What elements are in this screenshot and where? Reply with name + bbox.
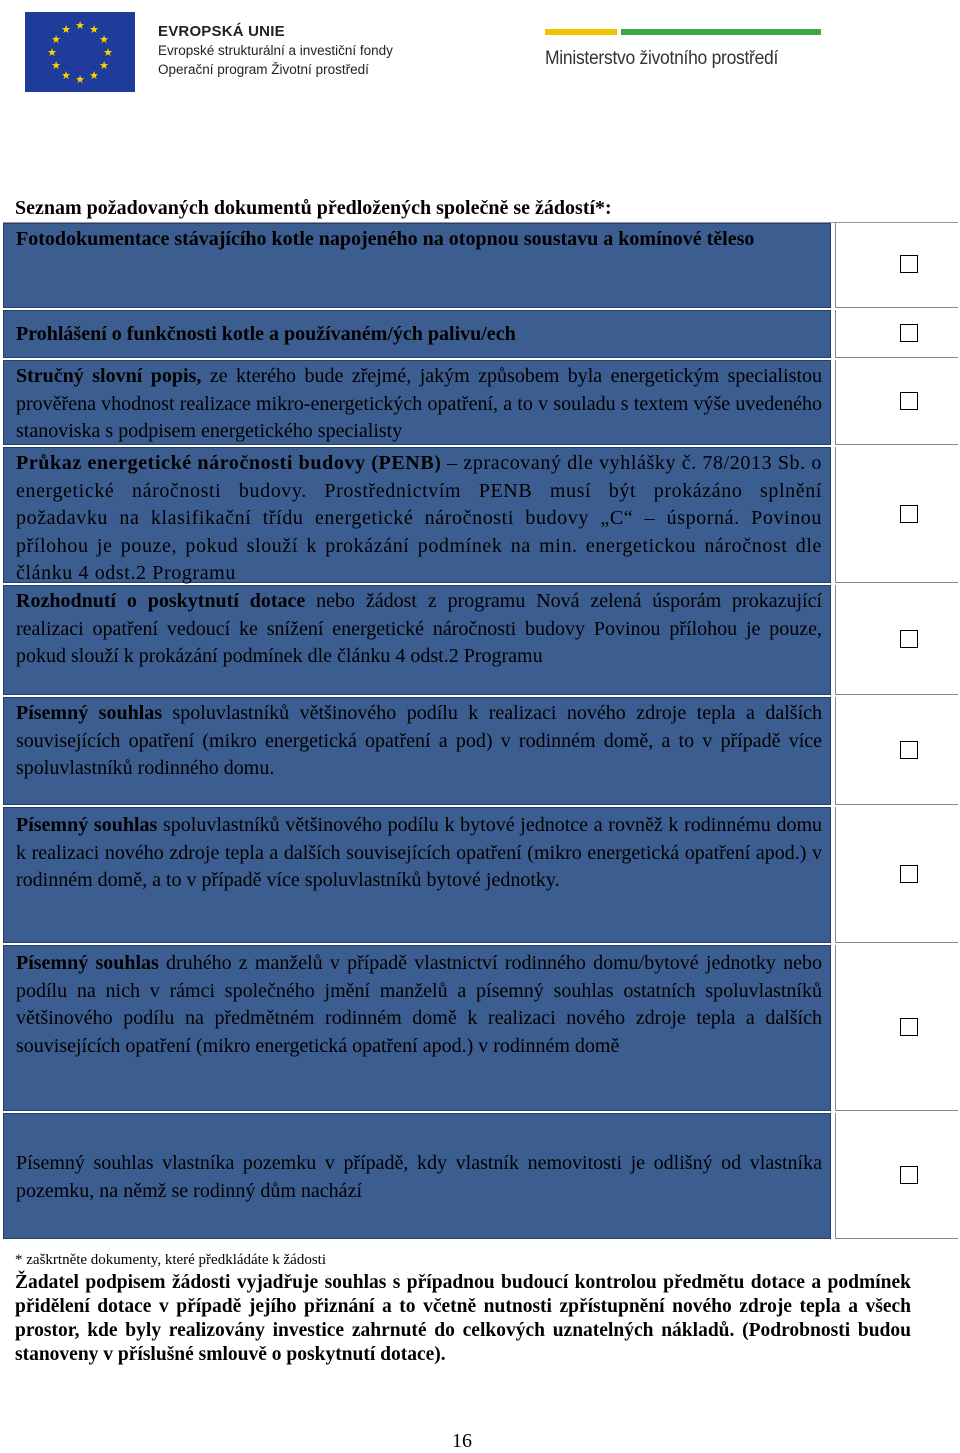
page-number: 16 xyxy=(452,1430,472,1452)
document-description xyxy=(3,310,831,358)
document-checkbox[interactable] xyxy=(900,1018,918,1036)
document-checkbox[interactable] xyxy=(900,505,918,523)
checkbox-cell xyxy=(835,310,958,358)
document-lead: Rozhodnutí o poskytnutí dotace xyxy=(16,590,306,612)
checkbox-cell xyxy=(835,447,958,583)
document-checkbox[interactable] xyxy=(900,630,918,648)
svg-text:★: ★ xyxy=(89,23,99,36)
document-rest: ze kterého bude zřejmé, jakým způsobem byla energetickým specialistou prověřena vhodnost realizace mikro-energetických opatření, a to v souladu s textem výše uvedeného stanoviska s podpisem energetického specialisty xyxy=(16,365,822,442)
document-checkbox[interactable] xyxy=(900,865,918,883)
eu-program-text xyxy=(158,22,393,79)
document-rest: spoluvlastníků většinového podílu k bytové jednotce a rovněž k rodinnému domu k realizaci nového zdroje tepla a dalších souvisejících opatření (mikro energetická opatření apod.) v rodinném domě, a to v případě více spoluvlastníků bytové jednotky. xyxy=(16,814,822,891)
eu-program-line: Operační program Životní prostředí xyxy=(158,62,369,77)
document-lead: Písemný souhlas xyxy=(16,952,159,974)
document-row xyxy=(3,447,958,583)
documents-list-title: Seznam požadovaných dokumentů předložených společně se žádostí*: xyxy=(15,197,612,219)
document-row xyxy=(3,310,958,358)
document-checkbox[interactable] xyxy=(900,255,918,273)
svg-text:★: ★ xyxy=(103,46,113,59)
documents-table xyxy=(3,222,958,1241)
document-checkbox[interactable] xyxy=(900,1166,918,1184)
document-checkbox[interactable] xyxy=(900,392,918,410)
checkbox-cell xyxy=(835,360,958,445)
document-lead: Písemný souhlas xyxy=(16,814,158,836)
svg-text:★: ★ xyxy=(75,19,85,32)
eu-title: EVROPSKÁ UNIE xyxy=(158,23,285,40)
page-header xyxy=(0,0,960,110)
ministry-name: Ministerstvo životního prostředí xyxy=(545,48,779,69)
svg-text:★: ★ xyxy=(99,59,109,72)
checkbox-cell xyxy=(835,697,958,805)
document-checkbox[interactable] xyxy=(900,324,918,342)
checkbox-cell xyxy=(835,945,958,1111)
document-description xyxy=(3,807,831,943)
document-lead: Fotodokumentace stávajícího kotle napojeného na otopnou soustavu a komínové těleso xyxy=(16,228,755,250)
document-lead: Prohlášení o funkčnosti kotle a používaném/ých palivu/ech xyxy=(16,323,516,345)
document-description xyxy=(3,945,831,1111)
document-rest: spoluvlastníků většinového podílu k realizaci nového zdroje tepla a dalších souvisejících opatření (mikro energetická opatření a pod) v rodinném domě, a to v případě více spoluvlastníků rodinného domu. xyxy=(16,702,822,779)
document-row xyxy=(3,945,958,1111)
ministry-logo xyxy=(545,22,825,70)
document-rest: nebo žádost z programu Nová zelená úsporám prokazující realizaci opatření vedoucí ke snížení energetické náročnosti budovy Povinou přílohou je pouze, pokud slouží k prokázání podmínek dle článku 4 odst.2 Programu xyxy=(16,590,822,667)
document-row xyxy=(3,585,958,695)
eu-funds-line: Evropské strukturální a investiční fondy xyxy=(158,43,393,58)
footnote: * zaškrtněte dokumenty, které předkládáte k žádosti xyxy=(15,1252,326,1268)
document-lead: Průkaz energetické náročnosti budovy (PENB) xyxy=(16,452,442,474)
svg-text:★: ★ xyxy=(61,23,71,36)
svg-text:★: ★ xyxy=(75,73,85,86)
ministry-green-bar xyxy=(621,29,821,35)
document-lead: Stručný slovní popis, xyxy=(16,365,202,387)
svg-text:★: ★ xyxy=(51,59,61,72)
checkbox-cell xyxy=(835,807,958,943)
document-description xyxy=(3,585,831,695)
checkbox-cell xyxy=(835,1113,958,1239)
document-lead: Písemný souhlas xyxy=(16,702,163,724)
consent-declaration: Žadatel podpisem žádosti vyjadřuje souhlas s případnou budoucí kontrolou předmětu dotace a podmínek přidělení dotace v případě jejího přiznání a to včetně nutnosti zpřístupnění nového zdroje tepla a všech prostor, kde byly realizovány investice zahrnuté do celkových uznatelných nákladů. (Podrobnosti budou stanoveny v příslušné smlouvě o poskytnutí dotace). xyxy=(15,1272,911,1365)
eu-stars-icon xyxy=(25,12,135,92)
checkbox-cell xyxy=(835,585,958,695)
checkbox-cell xyxy=(835,223,958,308)
document-row xyxy=(3,360,958,445)
svg-text:★: ★ xyxy=(89,69,99,82)
ministry-yellow-bar xyxy=(545,29,617,35)
document-row xyxy=(3,697,958,805)
document-rest: – zpracovaný dle vyhlášky č. 78/2013 Sb. o energetické náročnosti budovy. Prostřednictvím PENB musí být prokázáno splnění požadavku na klasifikační třídu energetické náročnosti budovy „C“ – úsporná. Povinou přílohou je pouze, pokud slouží k prokázání podmínek na min. energetickou náročnost dle článku 4 odst.2 Programu xyxy=(16,452,822,584)
document-row xyxy=(3,807,958,943)
document-description xyxy=(3,360,831,445)
document-rest: Písemný souhlas vlastníka pozemku v případě, kdy vlastník nemovitosti je odlišný od vlastníka pozemku, na němž se rodinný dům nachází xyxy=(16,1152,822,1202)
document-description xyxy=(3,697,831,805)
document-checkbox[interactable] xyxy=(900,741,918,759)
document-description xyxy=(3,223,831,308)
svg-text:★: ★ xyxy=(99,33,109,46)
document-description xyxy=(3,1113,831,1239)
document-rest: druhého z manželů v případě vlastnictví rodinného domu/bytové jednotky nebo podílu na nich v rámci společného jmění manželů a písemný souhlas ostatních spoluvlastníků většinového podílu na předmětném rodinném domě k realizaci nového zdroje tepla a dalších souvisejících opatření (mikro energetická opatření apod.) v rodinném domě xyxy=(16,952,822,1057)
document-description xyxy=(3,447,831,583)
document-row xyxy=(3,1113,958,1239)
svg-text:★: ★ xyxy=(61,69,71,82)
document-row xyxy=(3,223,958,308)
svg-text:★: ★ xyxy=(47,46,57,59)
eu-flag-logo xyxy=(25,12,135,92)
svg-text:★: ★ xyxy=(51,33,61,46)
